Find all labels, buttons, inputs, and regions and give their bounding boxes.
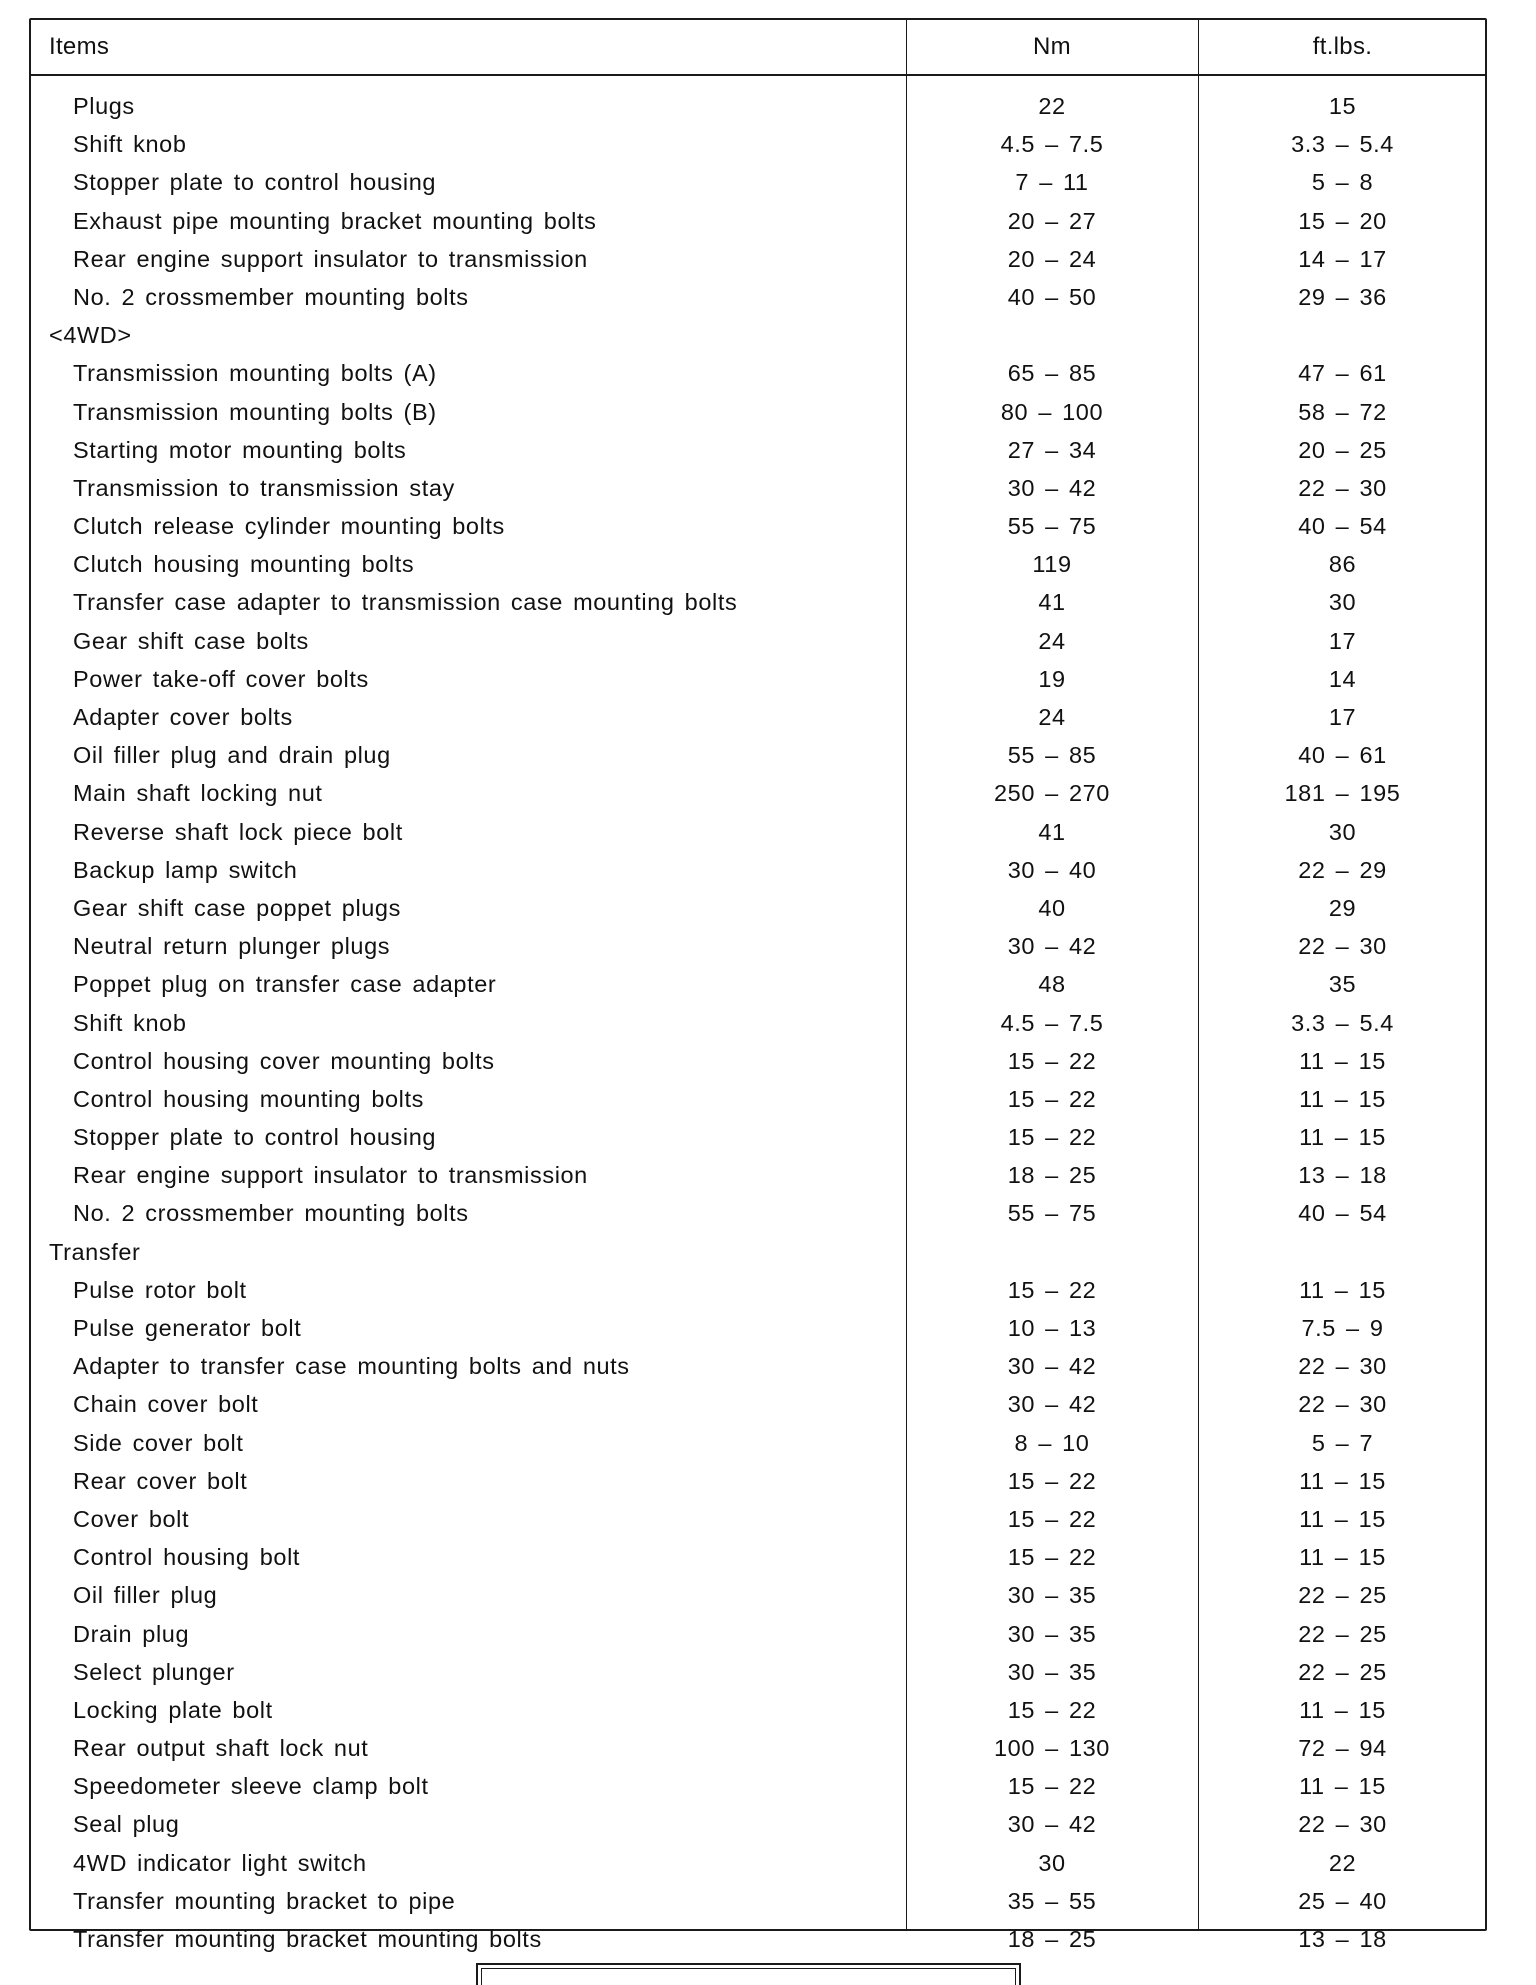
nm-cell: 30 – 42 [1007, 1391, 1097, 1418]
table-row [31, 736, 1485, 774]
item-cell: No. 2 crossmember mounting bolts [73, 1200, 469, 1227]
nm-cell: 55 – 75 [1007, 513, 1097, 540]
ftlbs-cell: 40 – 61 [1298, 742, 1387, 769]
nm-cell: 24 [1038, 704, 1066, 730]
table-row [31, 1156, 1485, 1194]
nm-cell: 20 – 27 [1007, 207, 1097, 234]
ftlbs-cell: 7.5 – 9 [1301, 1315, 1384, 1341]
table-row [31, 1118, 1485, 1156]
nm-cell: 4.5 – 7.5 [1000, 1009, 1104, 1036]
nm-cell: 22 [1038, 93, 1066, 119]
item-cell: 4WD indicator light switch [73, 1849, 367, 1876]
ftlbs-cell: 11 – 15 [1299, 1047, 1386, 1074]
item-cell: Starting motor mounting bolts [73, 436, 407, 463]
ftlbs-cell: 40 – 54 [1298, 1200, 1387, 1227]
item-cell: Seal plug [73, 1811, 180, 1838]
ftlbs-cell: 181 – 195 [1284, 780, 1401, 807]
item-cell: Oil filler plug and drain plug [73, 742, 391, 769]
item-cell: Main shaft locking nut [73, 780, 323, 807]
item-cell: Select plunger [73, 1658, 235, 1685]
nm-cell [906, 1233, 1198, 1271]
ftlbs-cell: 11 – 15 [1299, 1773, 1386, 1800]
item-cell: Rear cover bolt [73, 1467, 248, 1494]
ftlbs-cell: 40 – 54 [1298, 513, 1387, 540]
item-cell: Clutch housing mounting bolts [73, 551, 415, 578]
item-cell: Gear shift case bolts [73, 627, 309, 654]
item-cell: Reverse shaft lock piece bolt [73, 818, 403, 845]
table-row [31, 774, 1485, 812]
ftlbs-cell: 22 – 29 [1298, 856, 1387, 883]
table-row [31, 393, 1485, 431]
ftlbs-cell: 13 – 18 [1298, 1162, 1387, 1189]
nm-cell: 41 [1038, 818, 1066, 845]
table-row [31, 813, 1485, 851]
header-ftlbs: ft.lbs. [1312, 33, 1373, 60]
nm-cell: 41 [1038, 589, 1066, 616]
ftlbs-cell: 11 – 15 [1299, 1505, 1386, 1532]
ftlbs-cell: 86 [1328, 551, 1357, 578]
item-cell: Control housing bolt [73, 1544, 301, 1571]
item-cell: Side cover bolt [73, 1429, 244, 1456]
item-cell: Control housing mounting bolts [73, 1085, 424, 1112]
nm-cell: 15 – 22 [1007, 1773, 1097, 1800]
item-cell: Oil filler plug [73, 1582, 218, 1609]
nm-cell: 20 – 24 [1007, 245, 1097, 272]
item-cell: Shift knob [73, 131, 187, 158]
item-cell: Transmission to transmission stay [73, 474, 455, 501]
nm-cell: 15 – 22 [1007, 1544, 1097, 1571]
nm-cell: 40 – 50 [1007, 283, 1097, 310]
nm-cell [906, 316, 1198, 354]
nm-cell: 119 [1032, 551, 1072, 578]
ftlbs-cell: 22 – 30 [1298, 1391, 1387, 1418]
nm-cell: 30 [1038, 1849, 1066, 1876]
table-row [31, 1309, 1485, 1347]
header-items: Items [49, 33, 110, 60]
nm-cell: 27 – 34 [1007, 436, 1097, 463]
section-label: Transfer [49, 1238, 141, 1265]
nm-cell: 18 – 25 [1007, 1926, 1097, 1952]
table-row [31, 927, 1485, 965]
item-cell: Rear engine support insulator to transmission [73, 245, 588, 272]
item-cell: Power take-off cover bolts [73, 665, 369, 692]
table-row [31, 1615, 1485, 1653]
ftlbs-cell [1198, 316, 1487, 354]
ftlbs-cell: 11 – 15 [1299, 1085, 1386, 1112]
item-cell: Stopper plate to control housing [73, 1124, 437, 1151]
table-row [31, 1538, 1485, 1576]
ftlbs-cell: 3.3 – 5.4 [1291, 131, 1394, 158]
ftlbs-cell: 14 [1328, 665, 1357, 692]
table-row [31, 1576, 1485, 1614]
item-cell: No. 2 crossmember mounting bolts [73, 283, 469, 310]
ftlbs-cell: 11 – 15 [1299, 1467, 1386, 1494]
nm-cell: 18 – 25 [1007, 1162, 1097, 1189]
page-footer-box [476, 1963, 1021, 1985]
table-row [31, 1844, 1485, 1882]
item-cell: Stopper plate to control housing [73, 169, 437, 196]
item-cell: Transfer case adapter to transmission case mounting bolts [73, 589, 738, 616]
item-cell: Transmission mounting bolts (A) [73, 360, 437, 387]
table-row [31, 125, 1485, 163]
nm-cell: 55 – 85 [1007, 742, 1097, 769]
nm-cell: 30 – 40 [1007, 856, 1097, 883]
ftlbs-cell: 5 – 8 [1311, 169, 1374, 196]
item-cell: Poppet plug on transfer case adapter [73, 971, 497, 998]
ftlbs-cell: 15 – 20 [1298, 207, 1387, 234]
nm-cell: 48 [1038, 971, 1066, 998]
ftlbs-cell: 5 – 7 [1311, 1429, 1374, 1456]
table-row [31, 1347, 1485, 1385]
table-row [31, 240, 1485, 278]
ftlbs-cell: 22 – 25 [1298, 1658, 1387, 1685]
table-row [31, 1729, 1485, 1767]
nm-cell: 10 – 13 [1007, 1315, 1097, 1341]
ftlbs-cell: 13 – 18 [1298, 1926, 1387, 1952]
ftlbs-cell: 22 – 25 [1298, 1620, 1387, 1647]
table-row [31, 1385, 1485, 1423]
ftlbs-cell: 35 [1328, 971, 1357, 998]
table-row [31, 1500, 1485, 1538]
table-row [31, 1462, 1485, 1500]
ftlbs-cell: 72 – 94 [1298, 1735, 1387, 1762]
ftlbs-cell: 11 – 15 [1299, 1544, 1386, 1571]
nm-cell: 30 – 35 [1007, 1658, 1097, 1685]
item-cell: Neutral return plunger plugs [73, 933, 391, 960]
table-row [31, 1653, 1485, 1691]
item-cell: Pulse rotor bolt [73, 1276, 247, 1303]
nm-cell: 65 – 85 [1007, 360, 1097, 387]
ftlbs-cell: 14 – 17 [1298, 245, 1387, 272]
table-row [31, 1004, 1485, 1042]
table-row [31, 1042, 1485, 1080]
nm-cell: 15 – 22 [1007, 1505, 1097, 1532]
nm-cell: 15 – 22 [1007, 1467, 1097, 1494]
nm-cell: 15 – 22 [1007, 1696, 1097, 1723]
table-row [31, 660, 1485, 698]
table-row [31, 698, 1485, 736]
item-cell: Transfer mounting bracket to pipe [73, 1887, 456, 1914]
table-row [31, 1424, 1485, 1462]
table-row [31, 889, 1485, 927]
table-row [31, 354, 1485, 392]
table-row [31, 1767, 1485, 1805]
table-row [31, 1805, 1485, 1843]
table-row [31, 1080, 1485, 1118]
table-row [31, 545, 1485, 583]
table-row [31, 851, 1485, 889]
ftlbs-cell: 17 [1328, 627, 1357, 654]
header-nm: Nm [1033, 33, 1071, 60]
ftlbs-cell: 22 – 25 [1298, 1582, 1387, 1609]
ftlbs-cell: 20 – 25 [1298, 436, 1387, 463]
ftlbs-cell: 11 – 15 [1299, 1124, 1386, 1151]
nm-cell: 24 [1038, 627, 1066, 654]
ftlbs-cell: 22 [1328, 1849, 1357, 1876]
item-cell: Exhaust pipe mounting bracket mounting bolts [73, 207, 597, 234]
ftlbs-cell: 22 – 30 [1298, 1353, 1387, 1380]
table-row [31, 278, 1485, 316]
ftlbs-cell: 29 [1328, 894, 1357, 921]
nm-cell: 250 – 270 [994, 780, 1110, 807]
ftlbs-cell: 3.3 – 5.4 [1291, 1009, 1394, 1036]
nm-cell: 80 – 100 [1000, 398, 1104, 425]
ftlbs-cell: 29 – 36 [1298, 283, 1387, 310]
item-cell: Rear engine support insulator to transmission [73, 1162, 588, 1189]
table-row [31, 469, 1485, 507]
item-cell: Drain plug [73, 1620, 190, 1647]
nm-cell: 4.5 – 7.5 [1000, 131, 1104, 158]
item-cell: Clutch release cylinder mounting bolts [73, 513, 505, 540]
item-cell: Adapter cover bolts [73, 704, 293, 730]
nm-cell: 55 – 75 [1007, 1200, 1097, 1227]
item-cell: Shift knob [73, 1009, 187, 1036]
ftlbs-cell: 11 – 15 [1299, 1276, 1386, 1303]
ftlbs-cell: 58 – 72 [1298, 398, 1387, 425]
item-cell: Plugs [73, 93, 135, 119]
item-cell: Gear shift case poppet plugs [73, 894, 401, 921]
table-row [31, 507, 1485, 545]
section-label: <4WD> [49, 322, 132, 349]
item-cell: Speedometer sleeve clamp bolt [73, 1773, 429, 1800]
item-cell: Locking plate bolt [73, 1696, 273, 1723]
ftlbs-cell: 22 – 30 [1298, 933, 1387, 960]
section-header-row [31, 316, 1485, 354]
nm-cell: 30 – 42 [1007, 1811, 1097, 1838]
nm-cell: 30 – 35 [1007, 1582, 1097, 1609]
ftlbs-cell: 22 – 30 [1298, 474, 1387, 501]
ftlbs-cell: 15 [1328, 93, 1357, 119]
table-row [31, 1691, 1485, 1729]
table-row [31, 87, 1485, 125]
table-row [31, 1271, 1485, 1309]
page-footer-box-inner [481, 1968, 1016, 1985]
nm-cell: 15 – 22 [1007, 1276, 1097, 1303]
item-cell: Cover bolt [73, 1505, 190, 1532]
table-header-row [31, 20, 1485, 76]
item-cell: Rear output shaft lock nut [73, 1735, 369, 1762]
ftlbs-cell [1198, 1233, 1487, 1271]
ftlbs-cell: 30 [1328, 818, 1357, 845]
nm-cell: 7 – 11 [1015, 169, 1089, 196]
table-row [31, 431, 1485, 469]
table-row [31, 965, 1485, 1003]
nm-cell: 30 – 42 [1007, 933, 1097, 960]
table-row [31, 1194, 1485, 1232]
nm-cell: 100 – 130 [994, 1735, 1110, 1762]
nm-cell: 19 [1038, 665, 1066, 692]
nm-cell: 30 – 42 [1007, 474, 1097, 501]
item-cell: Control housing cover mounting bolts [73, 1047, 495, 1074]
item-cell: Backup lamp switch [73, 856, 298, 883]
ftlbs-cell: 22 – 30 [1298, 1811, 1387, 1838]
item-cell: Transmission mounting bolts (B) [73, 398, 437, 425]
nm-cell: 35 – 55 [1007, 1887, 1097, 1914]
nm-cell: 8 – 10 [1014, 1429, 1090, 1456]
item-cell: Chain cover bolt [73, 1391, 259, 1418]
table-row [31, 163, 1485, 201]
nm-cell: 30 – 35 [1007, 1620, 1097, 1647]
table-row [31, 622, 1485, 660]
torque-spec-table [29, 18, 1487, 1952]
table-row [31, 202, 1485, 240]
nm-cell: 15 – 22 [1007, 1124, 1097, 1151]
table-row [31, 1920, 1485, 1958]
nm-cell: 15 – 22 [1007, 1085, 1097, 1112]
table-row [31, 583, 1485, 621]
table-row [31, 1882, 1485, 1920]
ftlbs-cell: 47 – 61 [1298, 360, 1387, 387]
section-header-row [31, 1233, 1485, 1271]
ftlbs-cell: 25 – 40 [1298, 1887, 1387, 1914]
item-cell: Adapter to transfer case mounting bolts and nuts [73, 1353, 630, 1380]
nm-cell: 30 – 42 [1007, 1353, 1097, 1380]
ftlbs-cell: 17 [1328, 704, 1357, 730]
ftlbs-cell: 30 [1328, 589, 1357, 616]
ftlbs-cell: 11 – 15 [1299, 1696, 1386, 1723]
item-cell: Pulse generator bolt [73, 1315, 302, 1341]
table-body [31, 87, 1485, 1958]
nm-cell: 15 – 22 [1007, 1047, 1097, 1074]
nm-cell: 40 [1038, 894, 1066, 921]
item-cell: Transfer mounting bracket mounting bolts [73, 1926, 542, 1952]
